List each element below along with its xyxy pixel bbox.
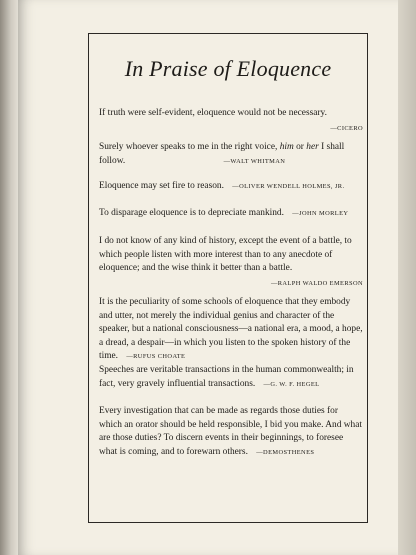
quote-text: To disparage eloquence is to depreciate mankind. (99, 208, 284, 218)
quote-author: —RUFUS CHOATE (126, 353, 186, 361)
quote-demosthenes (99, 405, 363, 459)
quote-author: —JOHN MORLEY (292, 210, 349, 217)
quote-author: —CICERO (330, 124, 363, 132)
quote-choate (99, 296, 363, 364)
quote-morley (99, 207, 363, 221)
quote-author: —DEMOSTHENES (256, 448, 315, 456)
quote-hegel (99, 364, 363, 391)
quote-text: or (293, 142, 307, 152)
quote-text: Eloquence may set fire to reason. (99, 181, 224, 191)
quote-text: Every investigation that can be made as regards those duties for which an orator should be held responsible, I bid you make. And what are those duties? To discern events in their beginnings, to foresee what is coming, and to forewarn others. (99, 406, 362, 457)
quote-author: —RALPH WALDO EMERSON (270, 279, 363, 287)
quote-text: Speeches are veritable transactions in the human commonwealth; in fact, very gravely influential transactions. (99, 365, 354, 389)
quote-text: If truth were self-evident, eloquence would not be necessary. (99, 108, 327, 118)
quote-text: I shall follow. (99, 142, 345, 166)
book-spine-shadow (0, 0, 20, 555)
quote-box (88, 33, 368, 523)
quote-emphasis: her (306, 142, 319, 152)
quote-cicero (99, 107, 363, 135)
page-title: In Praise of Eloquence (124, 56, 332, 81)
quote-whitman (99, 141, 363, 168)
quote-text: I do not know of any kind of history, except the event of a battle, to which people listen with more interest than to any anecdote of eloquence; and the wise think it better than a battle. (99, 236, 352, 274)
quote-text: Surely whoever speaks to me in the right voice, (99, 142, 280, 152)
page-edge (398, 0, 416, 555)
quote-emerson (99, 235, 363, 290)
quote-emphasis: him (279, 142, 294, 152)
quote-holmes (99, 180, 363, 194)
book-page (18, 0, 398, 555)
quote-author: —G. W. F. HEGEL (263, 380, 320, 388)
quote-author: —WALT WHITMAN (223, 157, 286, 165)
quote-text: It is the peculiarity of some schools of eloquence that they embody and utter, not merely the individual genius and character of the speaker, but a national consciousness—a national era, a mood, a hope, a dread, a despair—in which you listen to the spoken history of the time. (99, 297, 363, 362)
quote-author: —OLIVER WENDELL HOLMES, JR. (232, 183, 345, 190)
